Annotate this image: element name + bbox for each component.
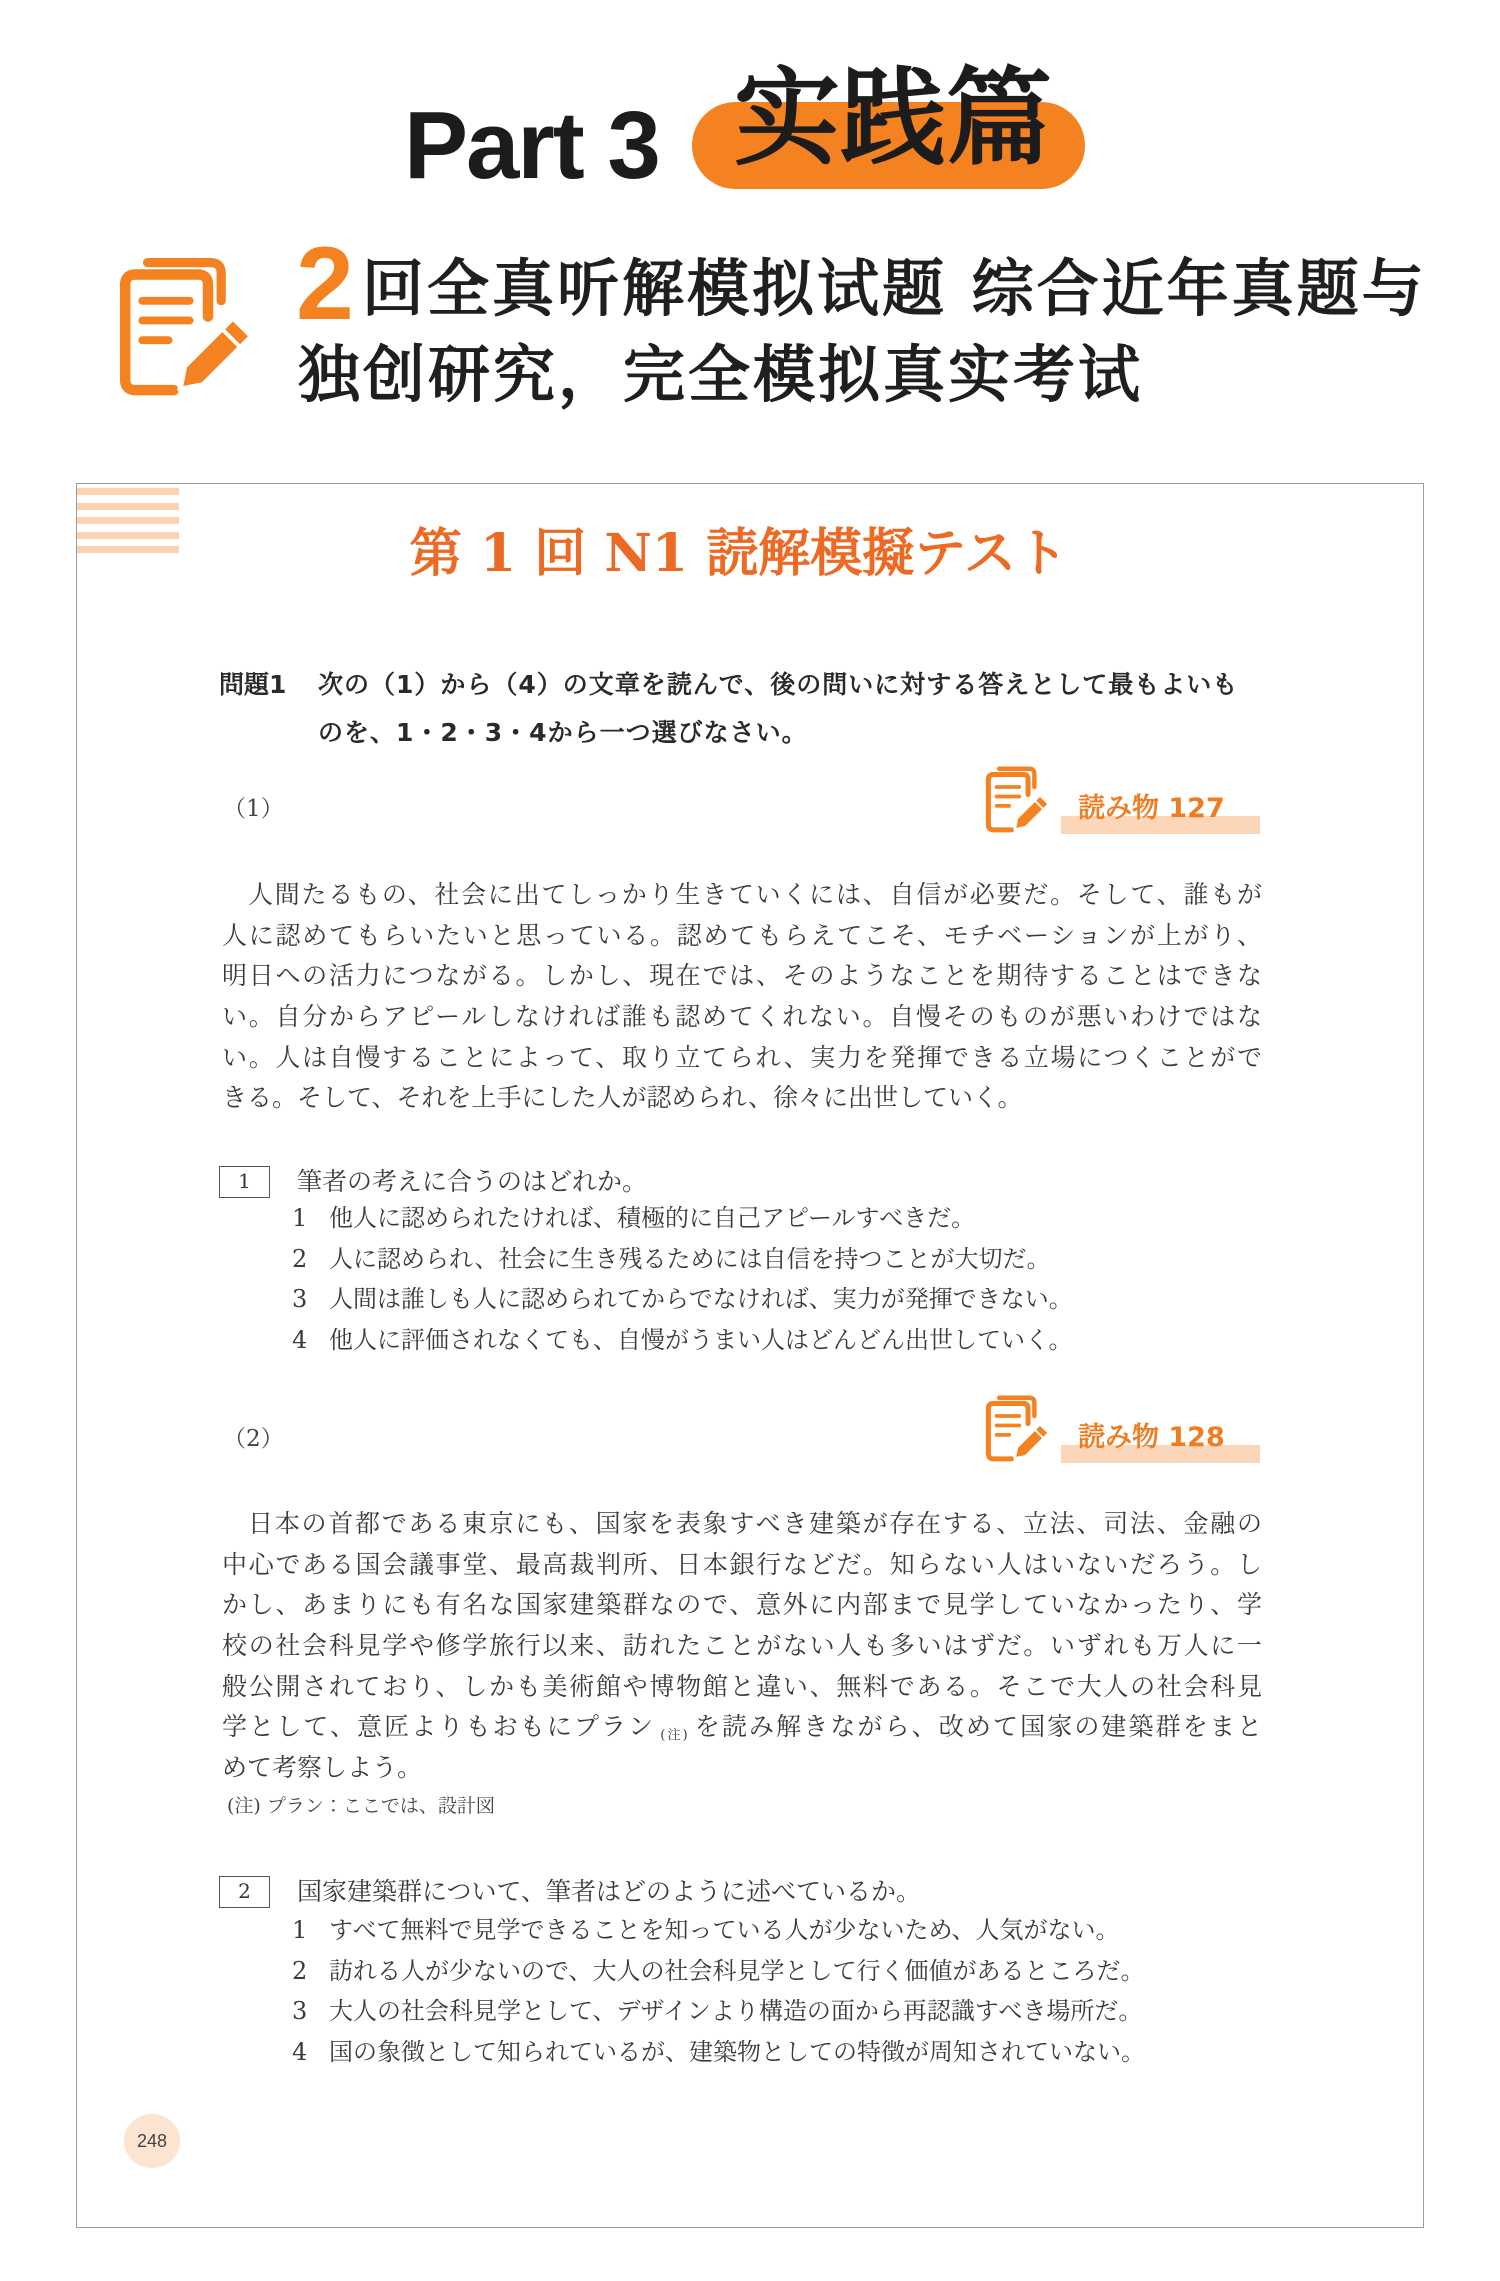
part-label: Part 3 xyxy=(404,92,659,199)
passage-line: い。人は自慢することによって、取り立てられ、実力を発揮できる立場につくことがで xyxy=(222,1042,1262,1072)
passage-line: 校の社会科見学や修学旅行以来、訪れたことがない人も多いはずだ。いずれも万人に一 xyxy=(222,1631,1262,1661)
instruction-line: のを、1・2・3・4から一つ選びなさい。 xyxy=(318,718,808,747)
reading-tag-label: 読み物 128 xyxy=(1078,1422,1225,1453)
passage-line: い。自分からアピールしなければ誰も認めてくれない。自慢そのものが悪いわけではな xyxy=(222,1002,1262,1032)
option-number: 3 xyxy=(292,1997,308,2025)
option-number: 1 xyxy=(292,1204,308,1232)
reading-passage xyxy=(222,1504,1262,1789)
stripe xyxy=(77,503,179,510)
option-number: 3 xyxy=(292,1285,308,1313)
passage-line: 人間たるもの、社会に出てしっかり生きていくには、自信が必要だ。そして、誰もが xyxy=(248,880,1262,909)
passage-line: 般公開されており、しかも美術館や博物館と違い、無料である。そこで大人の社会科見 xyxy=(222,1671,1262,1701)
question-number-box: 2 xyxy=(219,1876,270,1908)
section-number: （1） xyxy=(223,796,284,822)
answer-option xyxy=(292,1203,1292,1233)
option-number: 4 xyxy=(292,2037,308,2066)
answer-option xyxy=(292,1325,1292,1355)
passage-line xyxy=(222,1707,1262,1748)
promo-number: 2 xyxy=(296,226,354,342)
document-pen-icon xyxy=(984,765,1052,838)
reading-tag-label: 読み物 127 xyxy=(1078,793,1225,824)
passage-line: 明日への活力につながる。しかし、現在では、そのようなことを期待することはできな xyxy=(222,961,1262,991)
footnote-marker: (注) xyxy=(660,1728,688,1744)
option-text: 他人に認められたければ、積極的に自己アピールすべきだ。 xyxy=(329,1204,976,1232)
page-number-badge xyxy=(124,2114,180,2168)
section-pill xyxy=(692,57,1085,189)
instruction-line: 次の（1）から（4）の文章を読んで、後の問いに対する答えとして最もよいも xyxy=(318,670,1239,699)
passage-line: きる。そして、それを上手にした人が認められ、徐々に出世していく。 xyxy=(222,1083,1023,1113)
answer-option xyxy=(292,1244,1292,1274)
answer-option xyxy=(292,1284,1292,1314)
passage-text: を読み解きながら、改めて国家の建築群をまと xyxy=(692,1712,1262,1742)
passage-line: 日本の首都である東京にも、国家を表象すべき建築が存在する、立法、司法、金融の xyxy=(248,1509,1262,1538)
answer-option xyxy=(292,1956,1292,1986)
passage-text: 学として、意匠よりもおもにプラン xyxy=(222,1712,656,1742)
passage-line: 中心である国会議事堂、最高裁判所、日本銀行などだ。知らない人はいないだろう。し xyxy=(222,1549,1262,1579)
answer-option xyxy=(292,1915,1292,1945)
section-number: （2） xyxy=(223,1426,284,1452)
reading-tag xyxy=(984,765,1274,845)
passage-line: めて考察しよう。 xyxy=(222,1753,423,1783)
stripe xyxy=(77,517,179,524)
option-number: 4 xyxy=(292,1325,308,1354)
option-text: 訪れる人が少ないので、大人の社会科見学として行く価値があるところだ。 xyxy=(329,1956,1145,1985)
promo-headline-line-2: 独创研究，完全模拟真实考试 xyxy=(298,338,1144,411)
speech-bubble-tail xyxy=(124,2150,142,2168)
instruction-label: 問題1 xyxy=(219,670,287,699)
question-instruction xyxy=(219,661,1279,757)
promo-headline-line-1: 回全真听解模拟试题 综合近年真题与 xyxy=(362,252,1427,325)
answer-option xyxy=(292,1996,1292,2026)
question-number-box: 1 xyxy=(219,1166,270,1198)
answer-option xyxy=(292,2037,1292,2067)
page-title: 第 1 回 N1 読解模擬テスト xyxy=(409,523,1069,584)
textbook-page xyxy=(76,483,1424,2228)
passage-line: 人に認めてもらいたいと思っている。認めてもらえてこそ、モチベーションが上がり、 xyxy=(222,920,1262,950)
option-text: 人に認められ、社会に生き残るためには自信を持つことが大切だ。 xyxy=(329,1244,1051,1273)
option-number: 1 xyxy=(292,1916,308,1944)
answer-options xyxy=(292,1915,1292,2075)
option-text: 人間は誰しも人に認められてからでなければ、実力が発揮できない。 xyxy=(329,1285,1073,1313)
question-text: 筆者の考えに合うのはどれか。 xyxy=(297,1167,648,1196)
option-text: すべて無料で見学できることを知っている人が少ないため、人気がない。 xyxy=(329,1916,1120,1944)
question-text: 国家建築群について、筆者はどのように述べているか。 xyxy=(297,1877,922,1906)
question xyxy=(219,1876,1279,1908)
question xyxy=(219,1166,1279,1198)
passage-line: かし、あまりにも有名な国家建築群なので、意外に内部まで見学していなかったり、学 xyxy=(222,1590,1262,1620)
option-text: 他人に評価されなくても、自慢がうまい人はどんどん出世していく。 xyxy=(329,1325,1073,1354)
option-text: 大人の社会科見学として、デザインより構造の面から再認識すべき場所だ。 xyxy=(329,1997,1143,2025)
footnote: (注) プラン：ここでは、設計図 xyxy=(227,1795,495,1817)
option-text: 国の象徴として知られているが、建築物としての特徴が周知されていない。 xyxy=(329,2037,1145,2066)
option-number: 2 xyxy=(292,1244,308,1273)
option-number: 2 xyxy=(292,1956,308,1985)
document-pen-icon xyxy=(984,1394,1052,1467)
answer-options xyxy=(292,1203,1292,1363)
reading-passage xyxy=(222,875,1262,1119)
section-pill-label: 实践篇 xyxy=(734,57,1052,180)
stripe xyxy=(77,488,179,495)
page-number: 248 xyxy=(136,2131,168,2151)
document-pen-icon xyxy=(116,255,258,407)
reading-tag xyxy=(984,1394,1274,1474)
